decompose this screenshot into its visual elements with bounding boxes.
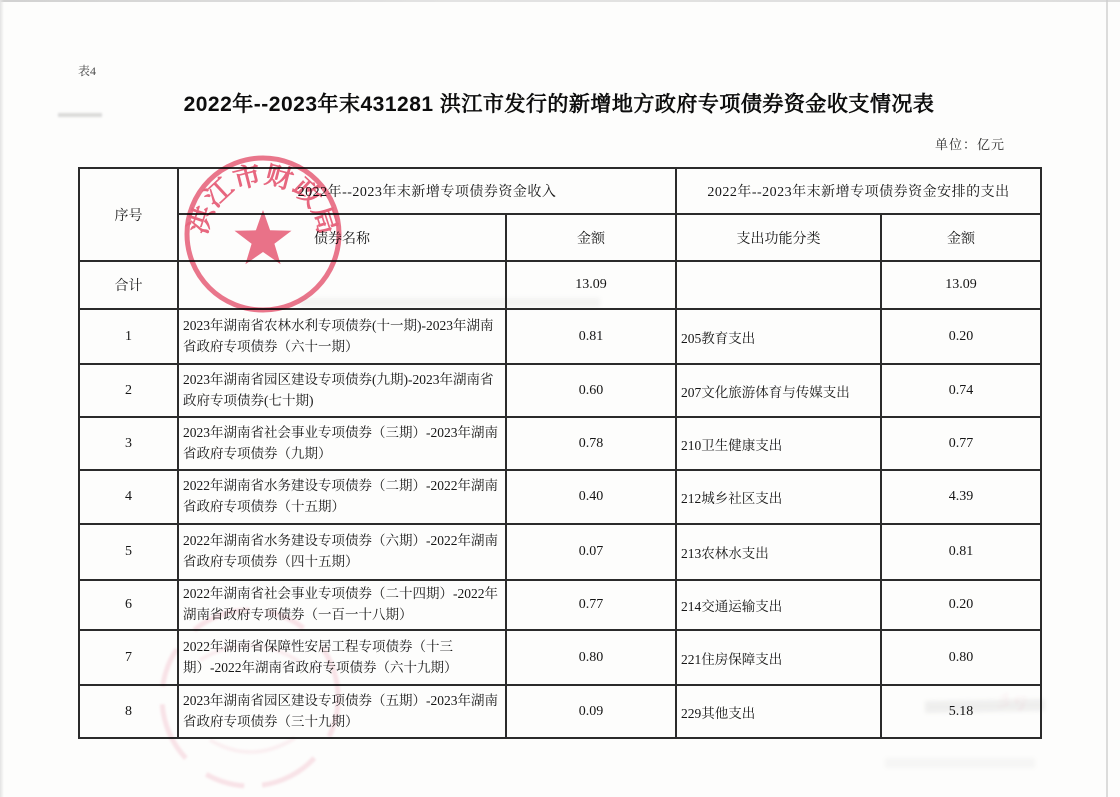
scan-top-edge-artifact	[0, 0, 1120, 2]
row-seq: 5	[79, 524, 178, 580]
row-bond-name: 2023年湖南省社会事业专项债券（三期）-2023年湖南省政府专项债券（九期）	[178, 417, 506, 470]
seal-text: 洪江市财政局	[183, 160, 342, 238]
row-bond-name: 2022年湖南省保障性安居工程专项债券（十三期）-2022年湖南省政府专项债券（六十九期）	[178, 630, 506, 685]
row-expense-amount: 0.80	[881, 630, 1041, 685]
row-income-amount: 0.80	[506, 630, 676, 685]
row-bond-name: 2023年湖南省园区建设专项债券（五期）-2023年湖南省政府专项债券（三十九期）	[178, 685, 506, 738]
row-income-amount: 0.09	[506, 685, 676, 738]
table-number-tag: 表4	[78, 64, 97, 78]
row-bond-name: 2022年湖南省社会事业专项债券（二十四期）-2022年湖南省政府专项债券（一百一十八期）	[178, 580, 506, 630]
row-expense-amount: 0.20	[881, 580, 1041, 630]
seal-ghost-artifact	[140, 600, 360, 797]
row-expense-category: 229其他支出	[676, 685, 881, 738]
total-row-label: 合计	[79, 261, 178, 309]
row-expense-amount: 4.39	[881, 470, 1041, 524]
scan-left-shade	[0, 0, 4, 797]
row-expense-amount: 0.77	[881, 417, 1041, 470]
header-expense-group: 2022年--2023年末新增专项债券资金安排的支出	[676, 168, 1041, 214]
row-expense-amount: 0.74	[881, 364, 1041, 417]
header-expense-category: 支出功能分类	[676, 214, 881, 261]
row-income-amount: 0.60	[506, 364, 676, 417]
row-income-amount: 0.81	[506, 309, 676, 364]
row-expense-amount: 0.81	[881, 524, 1041, 580]
row-bond-name: 2023年湖南省农林水利专项债券(十一期)-2023年湖南省政府专项债券（六十一期）	[178, 309, 506, 364]
row-seq: 6	[79, 580, 178, 630]
row-bond-name: 2022年湖南省水务建设专项债券（二期）-2022年湖南省政府专项债券（十五期）	[178, 470, 506, 524]
row-seq: 3	[79, 417, 178, 470]
unit-label: 单位：亿元	[934, 137, 1005, 152]
row-seq: 4	[79, 470, 178, 524]
scan-right-page-edge	[1106, 0, 1108, 797]
row-expense-category: 221住房保障支出	[676, 630, 881, 685]
row-seq: 7	[79, 630, 178, 685]
row-seq: 2	[79, 364, 178, 417]
table-row	[79, 364, 1041, 417]
header-income-amount: 金额	[506, 214, 676, 261]
row-expense-category: 205教育支出	[676, 309, 881, 364]
document-title: 2022年--2023年末431281 洪江市发行的新增地方政府专项债券资金收支情况表	[183, 93, 935, 116]
row-income-amount: 0.40	[506, 470, 676, 524]
row-income-amount: 0.78	[506, 417, 676, 470]
table-row	[79, 524, 1041, 580]
seal-star-icon	[235, 210, 292, 264]
row-expense-category: 214交通运输支出	[676, 580, 881, 630]
row-seq: 1	[79, 309, 178, 364]
total-row-income: 13.09	[506, 261, 676, 309]
row-expense-category: 213农林水支出	[676, 524, 881, 580]
row-expense-category: 212城乡社区支出	[676, 470, 881, 524]
row-expense-category: 207文化旅游体育与传媒支出	[676, 364, 881, 417]
row-expense-amount: 5.18	[881, 685, 1041, 738]
row-seq: 8	[79, 685, 178, 738]
row-bond-name: 2022年湖南省水务建设专项债券（六期）-2022年湖南省政府专项债券（四十五期）	[178, 524, 506, 580]
ink-bleed-artifact	[885, 758, 1035, 768]
total-row-category	[676, 261, 881, 309]
header-expense-amount: 金额	[881, 214, 1041, 261]
row-income-amount: 0.07	[506, 524, 676, 580]
header-bond-name: 债券名称	[178, 214, 506, 261]
row-expense-category: 210卫生健康支出	[676, 417, 881, 470]
header-seq: 序号	[79, 168, 178, 261]
stamp-smudge-artifact: 彡亏	[994, 692, 1029, 714]
official-seal	[178, 148, 348, 320]
total-row-expense: 13.09	[881, 261, 1041, 309]
row-income-amount: 0.77	[506, 580, 676, 630]
row-bond-name: 2023年湖南省园区建设专项债券(九期)-2023年湖南省政府专项债券(七十期)	[178, 364, 506, 417]
row-expense-amount: 0.20	[881, 309, 1041, 364]
table-row	[79, 470, 1041, 524]
table-row	[79, 417, 1041, 470]
header-income-group: 2022年--2023年末新增专项债券资金收入	[178, 168, 676, 214]
